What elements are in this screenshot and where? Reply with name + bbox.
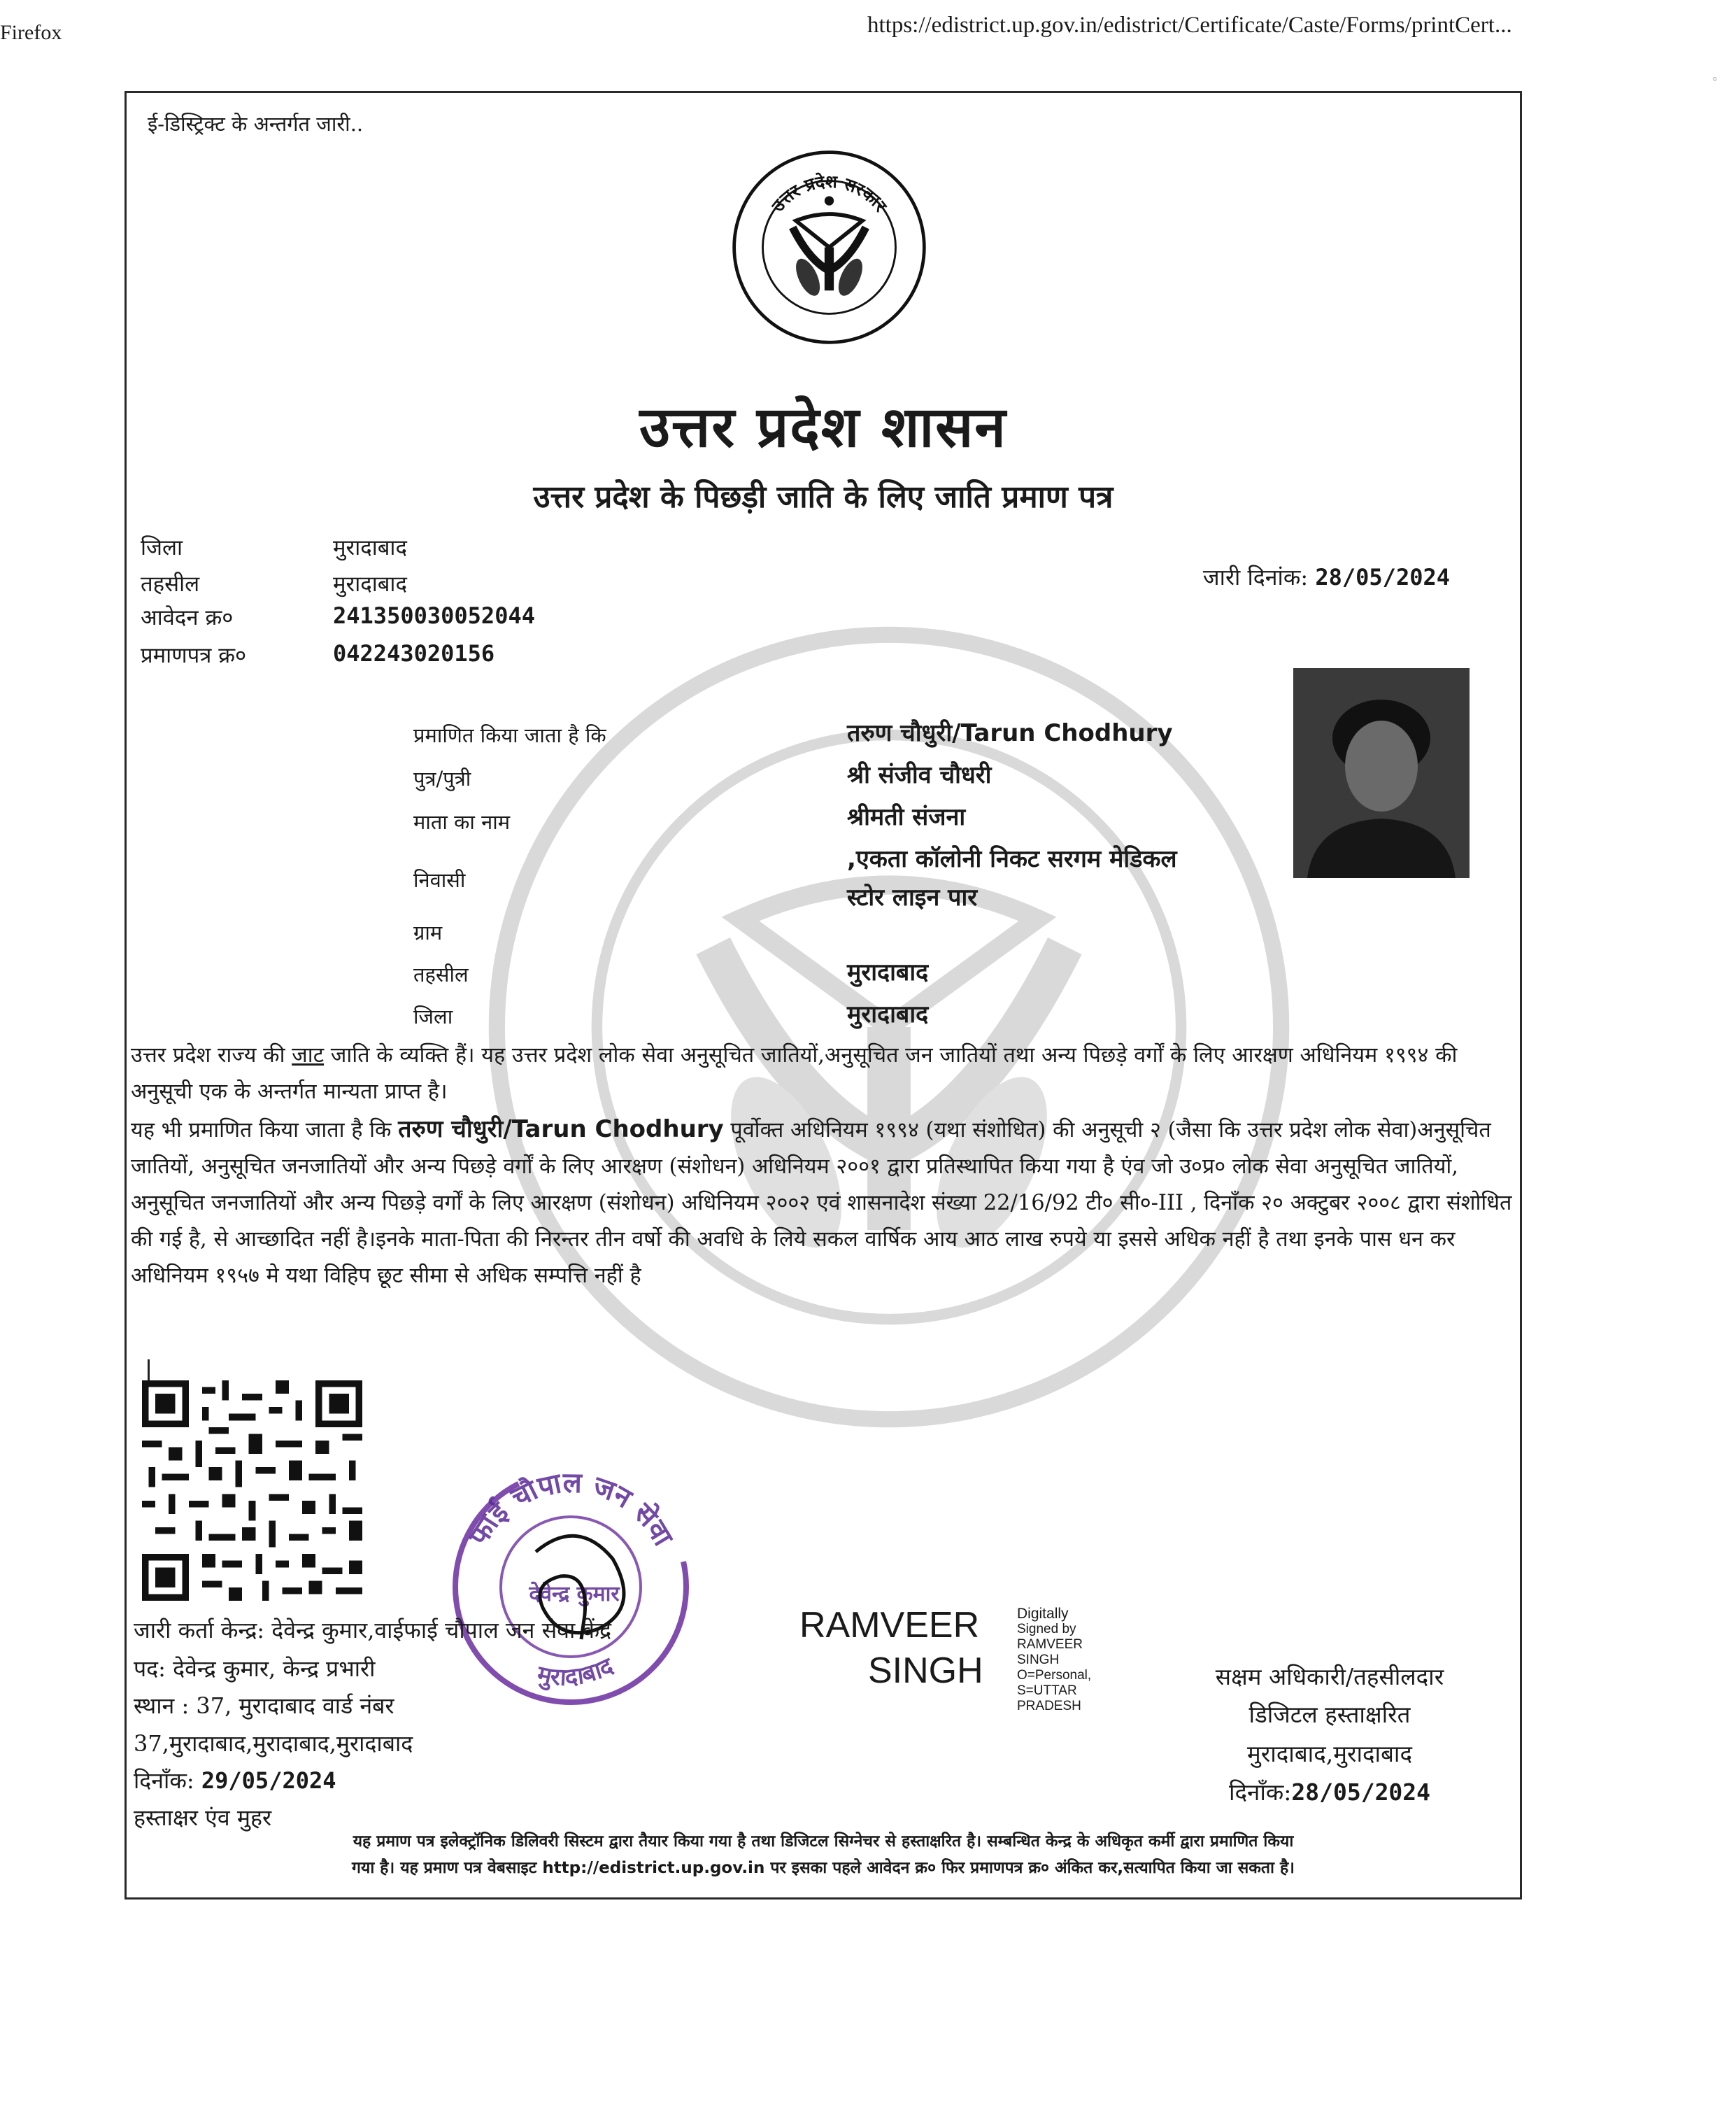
person-district-label: जिला <box>413 1005 453 1028</box>
person-district-value: मुरादाबाद <box>847 1000 929 1028</box>
issuer-date-label: दिनाँक: <box>134 1767 194 1794</box>
sig-line-1: Digitally <box>1017 1606 1069 1622</box>
mother-name: श्रीमती संजना <box>847 803 966 831</box>
verification-footer <box>127 1828 1520 1881</box>
address-line-1: ,एकता कॉलोनी निकट सरगम मेडिकल <box>847 845 1177 873</box>
person-tehsil-value: मुरादाबाद <box>847 958 929 986</box>
svg-text:उत्तर प्रदेश सरकार: उत्तर प्रदेश सरकार <box>767 171 891 216</box>
mother-label: माता का नाम <box>413 810 511 834</box>
svg-text:मुरादाबाद: मुरादाबाद <box>534 1652 618 1692</box>
caste-paragraph-start: उत्तर प्रदेश राज्य की <box>131 1043 292 1068</box>
issue-date-value: 28/05/2024 <box>1315 564 1450 590</box>
applicant-photo <box>1293 668 1470 878</box>
caste-paragraph-end: जाति के व्यक्ति हैं। यह उत्तर प्रदेश लोक सेवा अनुसूचित जातियों,अनुसूचित जन जातियों तथा अन्य पिछड़े वर्गों के लिए आरक्षण अधिनियम १९९४ की अनुसूची एक के अन्तर्गत मान्यता प्राप्त है। <box>131 1043 1458 1104</box>
sig-line-7: PRADESH <box>1017 1699 1081 1713</box>
certificate-number: 042243020156 <box>333 640 495 667</box>
footer-line-1: यह प्रमाण पत्र इलेक्ट्रॉनिक डिलिवरी सिस्टम द्वारा तैयार किया गया है तथा डिजिटल सिग्नेचर से हस्ताक्षरित है। सम्बन्धित केन्द्र के अधिकृत कर्मी द्वारा प्रमाणित किया <box>353 1832 1294 1851</box>
person-tehsil-label: तहसील <box>413 963 469 986</box>
digital-signature-block <box>1017 1606 1091 1714</box>
certification-paragraph-end: पूर्वोक्त अधिनियम १९९४ (यथा संशोधित) की अनुसूची २ (जैसा कि उत्तर प्रदेश लोक सेवा)अनुसूचित जातियों, अनुसूचित जनजातियों और अन्य पिछड़े वर्गों के लिए आरक्षण (संशोधन) अधिनियम २००१ द्वारा प्रतिस्थापित किया गया है एंव जो उ०प्र० लोक सेवा अनुसूचित जातियों, अनुसूचित जनजातियों और अन्य पिछड़े वर्गों के लिए आरक्षण (संशोधन) अधिनियम २००२ एवं शासनादेश संख्या 22/16/92 टी० सी०-III , दिनाँक २० अक्टुबर २००८ द्वारा संशोधित की गई है, से आच्छादित नहीं है।इनके माता-पिता की निरन्तर तीन वर्षो की अवधि के लिये सकल वार्षिक आय आठ लाख रुपये या इससे अधिक नहीं है तथा इनके पास धन कर अधिनियम १९५७ मे यथा विहिप छूट सीमा से अधिक सम्पत्ति नहीं है <box>131 1118 1512 1288</box>
signature-and-seal-label: हस्ताक्षर एंव मुहर <box>134 1804 272 1831</box>
issuer-place-line-2: 37,मुरादाबाद,मुरादाबाद,मुरादाबाद <box>134 1730 413 1757</box>
officer-date-label: दिनाँक: <box>1228 1778 1292 1806</box>
sig-line-5: O=Personal, <box>1017 1668 1092 1683</box>
stamp-inner-text: देवेन्द्र कुमार <box>529 1582 620 1606</box>
issuing-center: जारी कर्ता केन्द्र: देवेन्द्र कुमार,वाईफाई चौपाल जन सेवा केंद्र <box>134 1617 612 1643</box>
applicant-photo-image <box>1293 668 1470 878</box>
certificate <box>124 91 1522 1900</box>
up-government-emblem-icon <box>730 148 929 347</box>
sig-line-4: SINGH <box>1017 1653 1060 1667</box>
browser-name: Firefox <box>0 21 62 44</box>
issue-date <box>1203 562 1450 592</box>
signer-name-line-1: RAMVEER <box>799 1605 980 1646</box>
officer-digitally-signed: डिजिटल हस्ताक्षरित <box>1248 1701 1411 1728</box>
application-number: 241350030052044 <box>333 602 535 629</box>
certificate-number-label: प्रमाणपत्र क्र० <box>141 643 247 668</box>
caste-paragraph <box>131 1038 1519 1110</box>
certificate-subtitle: उत्तर प्रदेश के पिछड़ी जाति के लिए जाति प्रमाण पत्र <box>533 479 1114 515</box>
issued-under-note: ई-डिस्ट्रिक्ट के अन्तर्गत जारी.. <box>148 112 364 136</box>
tehsil-label: तहसील <box>141 572 200 597</box>
sig-line-3: RAMVEER <box>1017 1637 1083 1652</box>
caste-name: जाट <box>292 1043 325 1068</box>
issuer-post: पद: देवेन्द्र कुमार, केन्द्र प्रभारी <box>134 1655 376 1682</box>
certificate-title: उत्तर प्रदेश शासन <box>639 394 1007 460</box>
paragraph-applicant-name: तरुण चौधुरी/Tarun Chodhury <box>398 1115 724 1143</box>
applicant-name: तरुण चौधुरी/Tarun Chodhury <box>847 719 1173 747</box>
resident-label: निवासी <box>413 868 466 892</box>
text-cursor-mark <box>148 1359 150 1380</box>
sig-line-2: Signed by <box>1017 1622 1076 1636</box>
issuer-date-value: 29/05/2024 <box>201 1767 336 1794</box>
corner-mark: ﾟ <box>1712 76 1721 95</box>
officer-date <box>1148 1776 1511 1807</box>
tehsil-value: मुरादाबाद <box>333 572 407 597</box>
issuer-place-line-1: स्थान : 37, मुरादाबाद वार्ड नंबर <box>134 1692 394 1719</box>
certification-paragraph-start: यह भी प्रमाणित किया जाता है कि <box>131 1118 399 1143</box>
district-value: मुरादाबाद <box>333 535 407 560</box>
certification-paragraph <box>131 1111 1519 1294</box>
parent-name: श्री संजीव चौधरी <box>847 761 992 789</box>
sig-line-6: S=UTTAR <box>1017 1683 1077 1698</box>
svg-text:फाई चौपाल जन सेवा: फाई चौपाल जन सेवा <box>462 1466 679 1552</box>
issue-date-label: जारी दिनांक: <box>1202 564 1309 590</box>
footer-line-2: गया है। यह प्रमाण पत्र वेबसाइट http://edistrict.up.gov.in पर इसका पहले आवेदन क्र० फिर प्रमाणपत्र क्र० अंकित कर,सत्यापित किया जा सकता है। <box>352 1859 1295 1877</box>
village-label: ग्राम <box>413 921 443 945</box>
officer-date-value: 28/05/2024 <box>1291 1778 1431 1806</box>
address-line-2: स्टोर लाइन पार <box>847 884 978 912</box>
verification-qr-code-icon <box>142 1380 362 1601</box>
center-seal-stamp <box>438 1440 704 1720</box>
print-url: https://edistrict.up.gov.in/edistrict/Certificate/Caste/Forms/printCert... <box>867 13 1512 38</box>
signer-name-line-2: SINGH <box>868 1650 983 1691</box>
certified-label: प्रमाणित किया जाता है कि <box>413 723 606 747</box>
parent-label: पुत्र/पुत्री <box>413 767 471 791</box>
officer-title: सक्षम अधिकारी/तहसीलदार <box>1215 1663 1444 1690</box>
application-label: आवेदन क्र० <box>141 605 234 630</box>
district-label: जिला <box>141 535 183 560</box>
issuer-date <box>134 1765 336 1795</box>
officer-place: मुरादाबाद,मुरादाबाद <box>1246 1740 1412 1767</box>
